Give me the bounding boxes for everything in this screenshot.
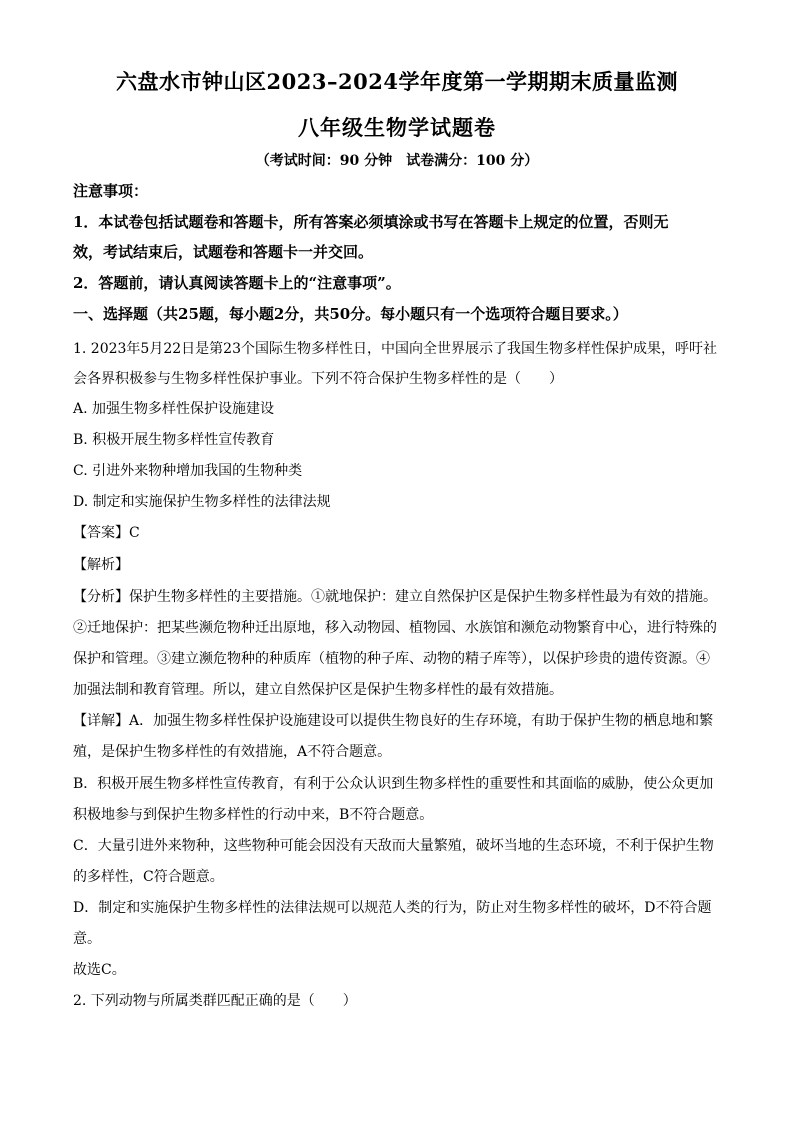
notice-heading: 注意事项： <box>73 182 149 200</box>
q1-option-d: D. 制定和实施保护生物多样性的法律法规 <box>73 494 331 510</box>
q1-analysis-4: 加强法制和教育管理。所以，建立自然保护区是保护生物多样性的最有效措施。 <box>73 682 563 698</box>
q1-detail-7: D．制定和实施保护生物多样性的法律法规可以规范人类的行为，防止对生物多样性的破坏，D不符合题 <box>73 900 712 916</box>
exam-title: 六盘水市钟山区2023–2024学年度第一学期期末质量监测 <box>116 69 678 94</box>
q1-stem-cont: 会各界积极参与生物多样性保护事业。下列不符合保护生物多样性的是（ ） <box>73 371 563 387</box>
q1-detail-3: B．积极开展生物多样性宣传教育，有利于公众认识到生物多样性的重要性和其面临的威胁，使公众更加 <box>73 776 714 792</box>
q1-analysis-label: 【解析】 <box>73 557 129 573</box>
q1-conclusion: 故选C。 <box>73 962 126 978</box>
q1-stem: 1. 2023年5月22日是第23个国际生物多样性日，中国向全世界展示了我国生物多样性保护成果，呼吁社 <box>73 341 717 357</box>
q1-detail-2: 殖，是保护生物多样性的有效措施，A不符合题意。 <box>73 744 392 760</box>
notice-item-1: 1．本试卷包括试题卷和答题卡，所有答案必须填涂或书写在答题卡上规定的位置，否则无 <box>73 213 669 231</box>
notice-item-1-cont: 效，考试结束后，试题卷和答题卡一并交回。 <box>73 243 374 261</box>
exam-info: （考试时间：90 分钟 试卷满分：100 分） <box>255 153 539 169</box>
exam-subtitle: 八年级生物学试题卷 <box>298 115 496 140</box>
q2-stem: 2. 下列动物与所属类群匹配正确的是（ ） <box>73 993 357 1009</box>
q1-option-a: A. 加强生物多样性保护设施建设 <box>73 401 275 417</box>
q1-analysis-1: 【分析】保护生物多样性的主要措施。①就地保护：建立自然保护区是保护生物多样性最为有效的措施。 <box>73 589 717 605</box>
notice-item-2: 2．答题前，请认真阅读答题卡上的“注意事项”。 <box>73 274 401 292</box>
q1-option-b: B. 积极开展生物多样性宣传教育 <box>73 432 275 448</box>
q1-detail-5: C．大量引进外来物种，这些物种可能会因没有天敌而大量繁殖，破坏当地的生态环境，不利于保护生物 <box>73 838 714 854</box>
q1-detail-4: 积极地参与到保护生物多样性的行动中来，B不符合题意。 <box>73 807 434 823</box>
q1-analysis-3: 保护和管理。③建立濒危物种的种质库（植物的种子库、动物的精子库等），以保护珍贵的遗传资源。④ <box>73 651 710 667</box>
section-heading: 一、选择题（共25题，每小题2分，共50分。每小题只有一个选项符合题目要求。） <box>73 305 628 323</box>
q1-answer: 【答案】C <box>73 525 140 541</box>
q1-detail-8: 意。 <box>73 931 101 947</box>
q1-analysis-2: ②迁地保护：把某些濒危物种迁出原地，移入动物园、植物园、水族馆和濒危动物繁育中心，进行特殊的 <box>73 620 717 636</box>
q1-option-c: C. 引进外来物种增加我国的生物种类 <box>73 463 303 479</box>
q1-detail-6: 的多样性，C符合题意。 <box>73 869 224 885</box>
q1-detail-1: 【详解】A．加强生物多样性保护设施建设可以提供生物良好的生存环境，有助于保护生物的栖息地和繁 <box>73 713 714 729</box>
